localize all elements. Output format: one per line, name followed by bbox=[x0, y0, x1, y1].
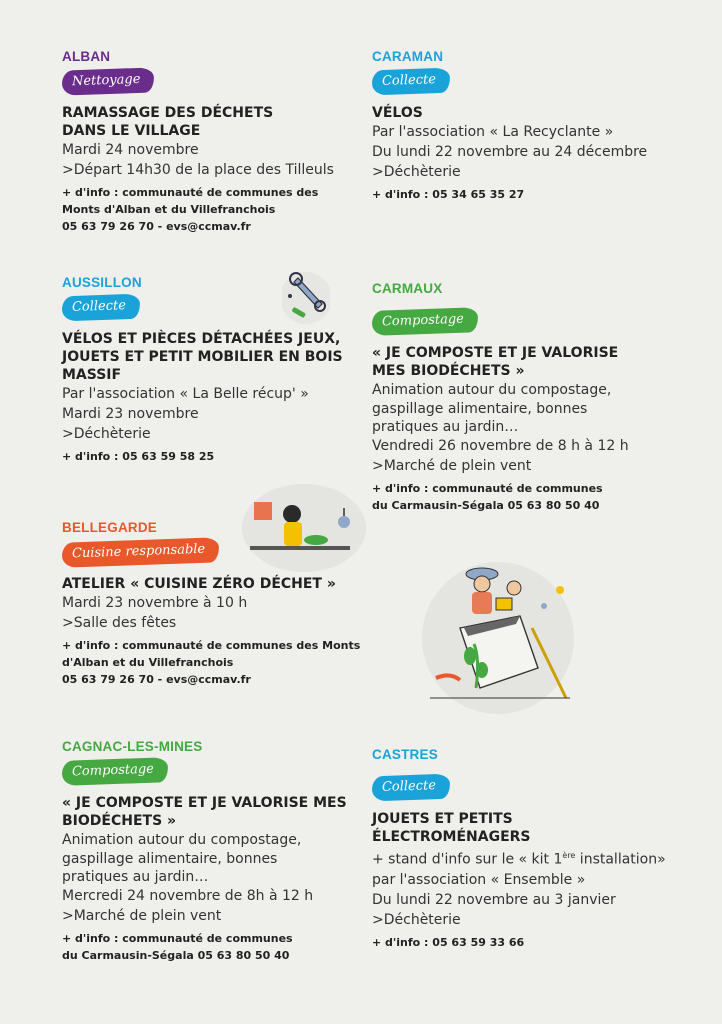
event-info bbox=[62, 448, 362, 465]
event-title: MES BIODÉCHETS » bbox=[372, 363, 525, 379]
stand-superscript: ère bbox=[562, 851, 576, 860]
cooking-illustration bbox=[236, 480, 366, 575]
event-place: >Marché de plein vent bbox=[372, 458, 532, 474]
event-organizer: Par l'association « La Belle récup' » bbox=[62, 386, 309, 402]
town-name: BELLEGARDE bbox=[62, 520, 158, 535]
info-line: du Carmausin-Ségala 05 63 80 50 40 bbox=[372, 499, 600, 512]
info-line: + d'info : 05 63 59 58 25 bbox=[62, 450, 215, 463]
event-organizer: Par l'association « La Recyclante » bbox=[372, 124, 614, 140]
event-title: VÉLOS ET PIÈCES DÉTACHÉES JEUX, bbox=[62, 331, 341, 347]
event-description: Animation autour du compostage, bbox=[372, 382, 612, 398]
event-info bbox=[372, 186, 672, 203]
event-place: >Salle des fêtes bbox=[62, 615, 177, 631]
event-date: Vendredi 26 novembre de 8 h à 12 h bbox=[372, 438, 629, 454]
event-place: >Déchèterie bbox=[62, 426, 151, 442]
category-tag: Compostage bbox=[62, 757, 169, 786]
event-description: pratiques au jardin… bbox=[372, 419, 519, 435]
event-description: pratiques au jardin… bbox=[62, 869, 209, 885]
info-line: + d'info : communauté de communes des Monts bbox=[62, 639, 361, 652]
event-date: Mardi 23 novembre bbox=[62, 406, 199, 422]
info-line: + d'info : communauté de communes bbox=[372, 482, 603, 495]
event-place: >Déchèterie bbox=[372, 911, 461, 928]
info-line: d'Alban et du Villefranchois bbox=[62, 656, 234, 669]
compost-illustration bbox=[420, 548, 576, 723]
category-tag: Collecte bbox=[372, 774, 451, 802]
event-info bbox=[62, 184, 362, 235]
event-castres bbox=[372, 747, 672, 951]
event-description: gaspillage alimentaire, bonnes bbox=[372, 401, 588, 417]
info-line: 05 63 79 26 70 - evs@ccmav.fr bbox=[62, 220, 251, 233]
event-title: « JE COMPOSTE ET JE VALORISE bbox=[372, 345, 619, 361]
event-carmaux bbox=[372, 281, 672, 514]
category-tag: Cuisine responsable bbox=[62, 537, 220, 567]
stand-text: installation» bbox=[575, 851, 666, 868]
town-name: AUSSILLON bbox=[62, 275, 142, 290]
wrench-icon bbox=[282, 268, 330, 330]
compost-icon bbox=[420, 548, 576, 723]
event-date: Du lundi 22 novembre au 3 janvier bbox=[372, 891, 616, 908]
category-tag: Nettoyage bbox=[62, 67, 155, 95]
event-info bbox=[372, 480, 672, 514]
event-title: JOUETS ET PETITS ÉLECTROMÉNAGERS bbox=[372, 811, 531, 845]
info-line: + d'info : communauté de communes bbox=[62, 932, 293, 945]
event-title: « JE COMPOSTE ET JE VALORISE MES bbox=[62, 795, 347, 811]
town-name: CARMAUX bbox=[372, 281, 443, 296]
event-date: Mercredi 24 novembre de 8h à 12 h bbox=[62, 888, 314, 904]
event-info bbox=[62, 637, 362, 688]
event-description: Animation autour du compostage, bbox=[62, 832, 302, 848]
event-title: RAMASSAGE DES DÉCHETS bbox=[62, 105, 274, 121]
event-info bbox=[62, 930, 362, 964]
event-title: VÉLOS bbox=[372, 105, 423, 121]
event-date: Mardi 23 novembre à 10 h bbox=[62, 595, 248, 611]
info-line: + d'info : 05 34 65 35 27 bbox=[372, 188, 525, 201]
info-line: + d'info : 05 63 59 33 66 bbox=[372, 935, 525, 949]
event-date: Du lundi 22 novembre au 24 décembre bbox=[372, 144, 648, 160]
category-tag: Compostage bbox=[372, 307, 479, 336]
event-place: >Marché de plein vent bbox=[62, 908, 222, 924]
event-alban bbox=[62, 49, 362, 235]
wrench-illustration bbox=[282, 268, 330, 330]
event-cagnac bbox=[62, 739, 362, 964]
event-description: gaspillage alimentaire, bonnes bbox=[62, 851, 278, 867]
event-place: >Déchèterie bbox=[372, 164, 461, 180]
info-line: Monts d'Alban et du Villefranchois bbox=[62, 203, 276, 216]
info-line: 05 63 79 26 70 - evs@ccmav.fr bbox=[62, 673, 251, 686]
event-title: BIODÉCHETS » bbox=[62, 813, 177, 829]
town-name: ALBAN bbox=[62, 49, 111, 64]
event-title: JOUETS ET PETIT MOBILIER EN BOIS bbox=[62, 349, 343, 365]
stand-text: + stand d'info sur le « kit 1 bbox=[372, 851, 563, 868]
event-title: DANS LE VILLAGE bbox=[62, 123, 201, 139]
event-stand bbox=[372, 846, 672, 870]
town-name: CASTRES bbox=[372, 747, 438, 762]
event-place: >Départ 14h30 de la place des Tilleuls bbox=[62, 162, 334, 178]
cooking-icon bbox=[236, 480, 366, 575]
town-name: CAGNAC-LES-MINES bbox=[62, 739, 203, 754]
category-tag: Collecte bbox=[372, 68, 451, 96]
event-title: ATELIER « CUISINE ZÉRO DÉCHET » bbox=[62, 576, 336, 592]
town-name: CARAMAN bbox=[372, 49, 444, 64]
info-line: + d'info : communauté de communes des bbox=[62, 186, 319, 199]
event-info bbox=[372, 934, 672, 951]
event-title: MASSIF bbox=[62, 367, 122, 383]
info-line: du Carmausin-Ségala 05 63 80 50 40 bbox=[62, 949, 290, 962]
event-date: Mardi 24 novembre bbox=[62, 142, 199, 158]
event-caraman bbox=[372, 49, 672, 203]
event-organizer: par l'association « Ensemble » bbox=[372, 871, 586, 888]
category-tag: Collecte bbox=[62, 294, 141, 322]
